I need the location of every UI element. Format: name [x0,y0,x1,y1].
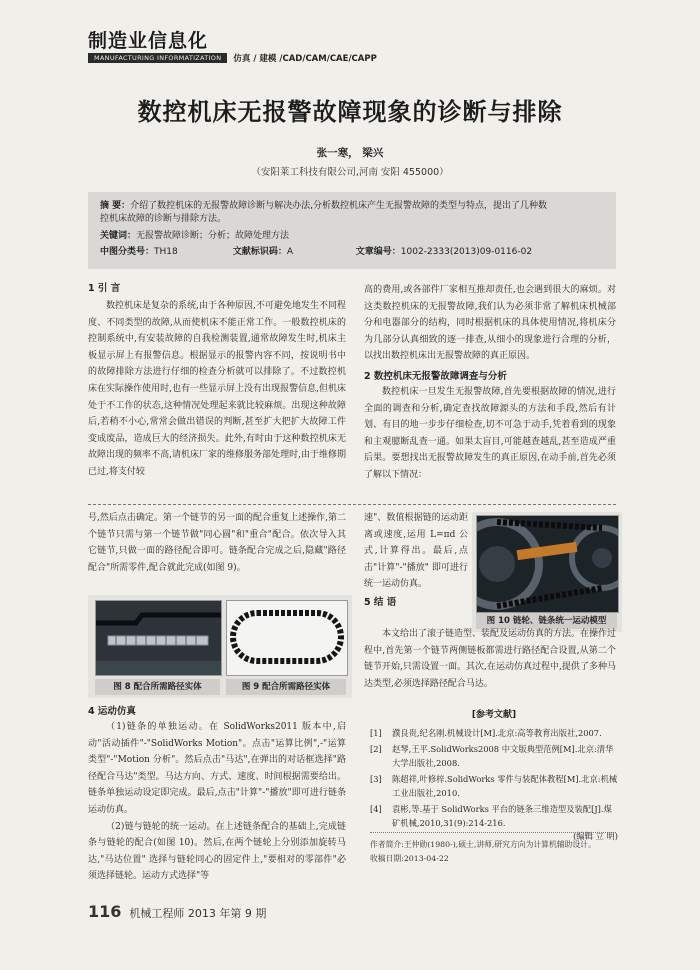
article-affiliation: （安阳莱工科技有限公司,河南 安阳 455000） [251,167,449,178]
article-id: 文章编号：1002-2333(2013)09-0116-02 [355,247,533,257]
class-number: 中图分类号：TH18 [100,247,178,257]
section-1-paragraph: 数控机床是复杂的系统,由于各种原因,不可避免地发生不同程度、不同类型的故障,从而使机床不能正常工作。一般数控机床的控制系统中,有安装故障的自我检测装置,通常故障发生时,机床主板显示屏上有报警信息。根据显示的报警内容不同，按说明书中的故障排除方法进行仔细的检查分析就可以排除了。不过数控机床在实际操作使用时,也有一些显示屏上没有出现报警信息,但机床处于不工作的状态,这种情况处理起来就比较麻烦。出现这种故障后,若稍不小心,常常会做出错误的判断,甚至扩大把扩大故障工件变成废品，造成巨大的经济损失。此外,有时由于这种数控机床无故障出现的频率不高,请机床厂家的维修服务部处理时,由于维修期已过,将支付较 [88,301,346,477]
lower-left-body [88,510,346,576]
section-4-heading: 4 运动仿真 [88,706,136,717]
editor-note: (编辑 立 明) [573,831,618,841]
author-notes [370,838,620,866]
section-1-continued [364,282,616,365]
reference-item: [4] 袁彬,等.基于 SolidWorks 平台的链条三维造型及装配[J].煤矿机械,2010,31(9):214-216. [370,804,612,828]
section-2-heading: 2 数控机床无报警故障调查与分析 [364,370,507,382]
references-list [370,726,618,830]
bio-divider [370,832,616,833]
article-authors: 张一寒， 梁兴 [316,147,384,159]
abstract-line-2: 控机床故障的诊断与排除方法。 [100,214,227,224]
section-4-paragraph-2: （2)链与链轮的统一运动。在上述链条配合的基础上,完成链条与链轮的配合(如图 10)。然后,在两个链轮上分别添加旋转马达,"马达位置" 选择与链轮同心的固定件上,"要相对的零部件"必须选择链轮。运动方式选择"等 [88,821,346,882]
abstract-line-1 [100,200,547,212]
section-divider [88,504,616,505]
keywords-label: 关键词： [100,231,137,241]
section-1-body [88,298,346,481]
article-title: 数控机床无报警故障现象的诊断与排除 [137,98,563,126]
figure-10-image [476,515,619,613]
section-2-paragraph: 数控机床一旦发生无报警故障,首先要根据故障的情况,进行全面的调查和分析,确定查找故障源头的方法和手段,然后有计划、有目的地一步步仔细检查,切不可急于动手,凭着看到的现象和主观臆断乱查一通。如果太盲目,可能越查越乱,甚至造成严重后果。要想找出无报警故障发生的真正原因,在动手前,首先必须了解以下情况： [364,386,616,480]
figure-8-graphic [96,601,221,675]
reference-item: [1] 濮良贵,纪名刚.机械设计[M].北京:高等教育出版社,2007. [370,728,602,738]
section-1-heading: 1 引 言 [88,283,121,294]
figure-8-caption: 图 8 配合所需路径实体 [95,679,220,695]
header-categories: 仿真 / 建模 /CAD/CAM/CAE/CAPP [233,54,377,64]
doc-code: 文献标识码：A [232,247,294,257]
figure-10-caption: 图 10 链轮、链条统一运动模型 [476,613,617,629]
references-heading: [参考文献] [471,710,517,720]
section-4-body [88,719,346,885]
section-4 [88,703,346,885]
section-5-heading: 5 结 语 [364,596,397,608]
page-number: 116 [88,902,122,921]
figure-8-image [95,600,222,676]
abstract-box [88,192,616,269]
lower-left-paragraph: 号,然后点击确定。第一个链节的另一面的配合重复上述操作,第二个链节只需与第一个链节做"同心圆"和"重合"配合。依次导入其它链节,只做一面的路径配合即可。链条配合完成之后,隐藏"路径配合"所需零件,配合就此完成(如图 9)。 [88,513,346,573]
references [370,707,618,842]
received-date: 收稿日期:2013-04-22 [370,854,449,863]
figure-10 [472,512,622,632]
classification-line [100,246,610,258]
reference-item: [2] 赵琴,王平.SolidWorks2008 中文版典型范例[M].北京:清华大学出版社,2008. [370,744,614,768]
journal-brand: 制造业信息化 [88,30,209,52]
abstract-text-1: 介绍了数控机床的无报警故障诊断与解决办法,分析数控机床产生无报警故障的类型与特点，提出了几种数 [130,201,548,211]
lower-right-narrow-body [364,510,468,593]
footer-journal: 机械工程师 2013 年第 9 期 [129,907,267,920]
section-5-body [364,626,616,692]
abstract-label: 摘 要： [100,201,131,211]
lower-left-column [88,510,346,576]
section-2-body [364,384,616,484]
header-bar [88,52,377,64]
author-bio: 作者简介:王仲勋(1980-),硕士,讲师,研究方向为计算机辅助设计。 [370,840,596,849]
keywords-line [100,230,289,242]
figures-8-9 [88,595,352,698]
keywords-text: 无报警故障诊断；分析；故障处理方法 [136,231,290,241]
section-4-paragraph-1: （1)链条的单独运动。在 SolidWorks2011 版本中,启动"活动插件"-"SolidWorks Motion"。点击"运算比例",-"运算类型"-"Motion 分析"。然后点击"马达",在弹出的对话框选择"路径配合马达"类型。马达方向、方式、速度、时间根据需要给出。链条单独运动设定即完成。最后,点击"计算"-"播放"即可进行链条运动仿真。 [88,722,346,815]
figure-9-image [226,600,348,676]
section-5-paragraph: 本文给出了滚子链造型、装配及运动仿真的方法。在操作过程中,首先第一个链节两侧链板都需进行路径配合设置,从第二个链节开始,只需设置一面。其次,在运动仿真过程中,提供了多种马达类型,必须选择路径配合马达。 [364,629,617,689]
figure-9-graphic [227,601,347,675]
figure-9-caption: 图 9 配合所需路径实体 [226,679,346,695]
section-1-paragraph-2: 高的费用,或各部件厂家相互推却责任,也会遇到很大的麻烦。对这类数控机床的无报警故障,我们认为必须非常了解机床机械部分和电器部分的结构，同时根据机床的具体使用情况,将机床分为几部分认真细致的逐一排查,从细小的现象进行合理的分析，以找出数控机床出无报警故障的真正原因。 [364,285,616,362]
motion-paragraph-end: 速"、数值根据链的运动距离或速度,运用 L=πd 公式,计算得出。最后,点击"计算"-"播放" 即可进行统一运动仿真。 [364,513,468,590]
section-5-body-wrap [364,626,616,692]
lower-right-narrow [364,510,468,608]
figure-10-graphic [477,516,618,612]
header-bar-label: MANUFACTURING INFORMATIZATION [88,53,227,63]
page-footer [88,902,266,921]
reference-item: [3] 陈超祥,叶修梓.SolidWorks 零件与装配体教程[M].北京:机械工业出版社,2010. [370,774,618,798]
upper-right-column [364,282,616,484]
upper-left-column [88,280,346,481]
